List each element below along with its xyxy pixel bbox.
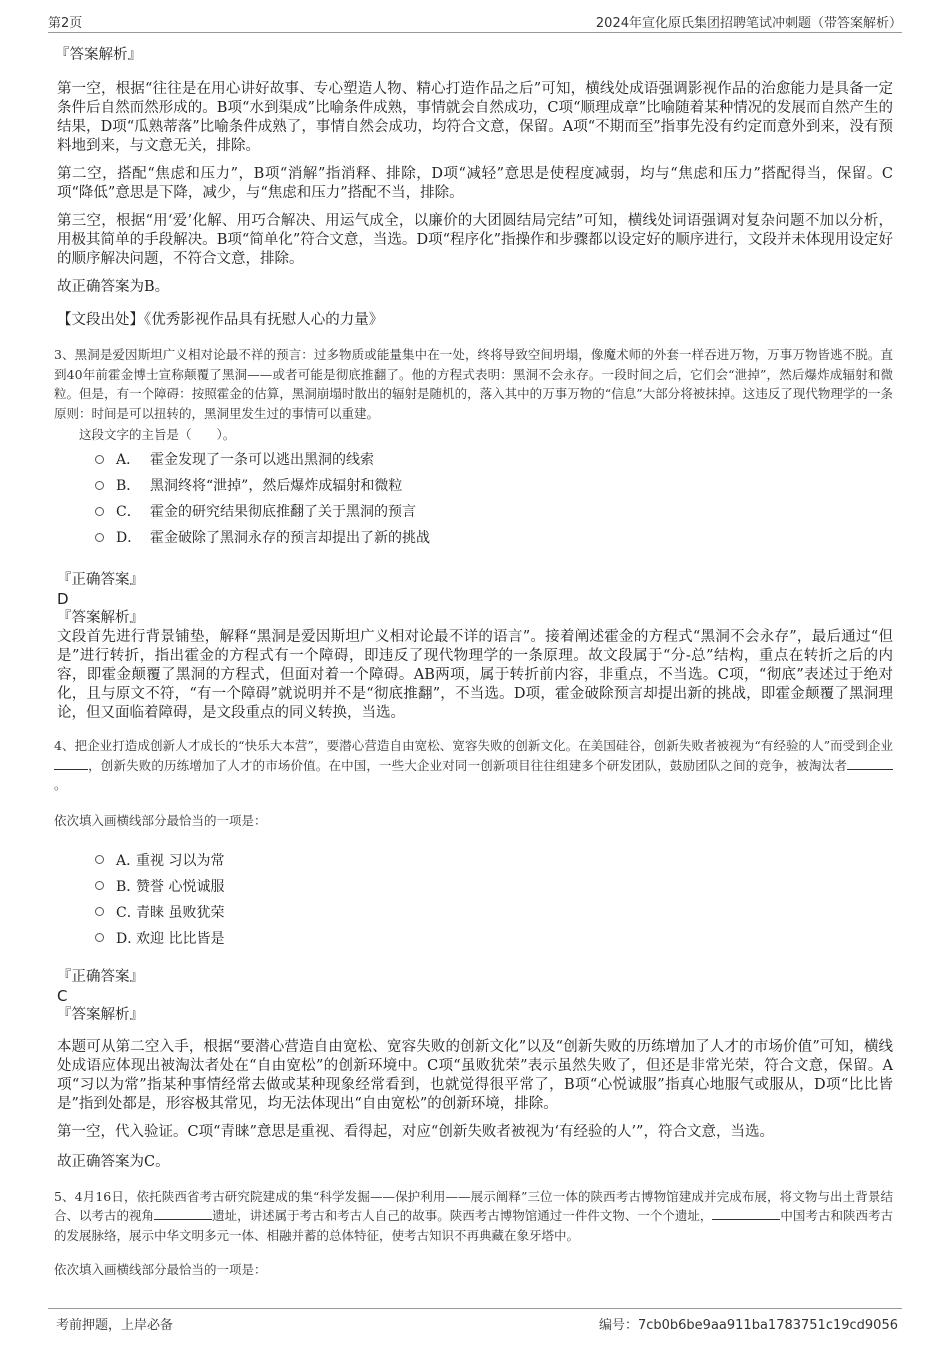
radio-icon[interactable] [95,455,104,464]
radio-icon[interactable] [95,881,104,890]
document-code: 编号：7cb0b6be9aa911ba1783751c19cd9056 [598,1318,898,1333]
option-a[interactable]: A． 霍金发现了一条可以逃出黑洞的线索 [95,446,893,472]
analysis-paragraph: 第一空，代入验证。C项“青睐”意思是重视、看得起，对应“创新失败者被视为‘有经验的人’”，符合文意，当选。 [57,1123,774,1140]
option-c[interactable]: C． 霍金的研究结果彻底推翻了关于黑洞的预言 [95,498,893,524]
analysis-label: 『答案解析』 [57,610,144,626]
correct-answer: D [57,590,69,608]
option-c[interactable]: C． 青睐 虽败犹荣 [95,899,893,925]
question-passage: 4、把企业打造成创新人才成长的“快乐大本营”，要潜心营造自由宽松、宽容失败的创新文化。在美国硅谷，创新失败者被视为“有经验的人”而受到企业，创新失败的历练增加了人才的市场价值。在中国，一些大企业对同一创新项目往往组建多个研发团队，鼓励团队之间的竞争，被淘汰者。 [54,738,893,792]
options-list [95,446,893,550]
analysis-label: 『答案解析』 [55,47,142,63]
options-list [95,847,893,951]
document-title: 2024年宣化原氏集团招聘笔试冲刺题（带答案解析） [595,16,902,31]
radio-icon[interactable] [95,855,104,864]
answer-conclusion: 故正确答案为C。 [57,1153,170,1170]
question-stem: 依次填入画横线部分最恰当的一项是： [54,1262,267,1277]
option-d[interactable]: D． 欢迎 比比皆是 [95,925,893,951]
fill-blank [154,1207,212,1220]
question-stem: 依次填入画横线部分最恰当的一项是： [54,812,267,828]
analysis-paragraph: 本题可从第二空入手，根据“要潜心营造自由宽松、宽容失败的创新文化”以及“创新失败的历练增加了人才的市场价值”可知，横线处成语应体现出被淘汰者处在“自由宽松”的创新环境中。C项“虽败犹荣”表示虽然失败了，但还是非常光荣，符合文意，保留。A项“习以为常”指某种事情经常去做或某种现象经常看到，也就觉得很平常了，B项“心悦诚服”指真心地服气或服从，D项“比比皆是”指到处都是，形容极其常见，均无法体现出“自由宽松”的创新环境，排除。 [57,1038,893,1112]
page-content [54,46,893,1279]
analysis-paragraph: 第三空，根据“用‘爱’化解、用巧合解决、用运气成全，以廉价的大团圆结局完结”可知，横线处词语强调对复杂问题不加以分析，用极其简单的手段解决。B项“简单化”符合文意，当选。D项“程序化”指操作和步骤都以设定好的顺序进行，文段并未体现用设定好的顺序解决问题，不符合文意，排除。 [57,213,893,267]
analysis-label: 『答案解析』 [57,1006,144,1023]
radio-icon[interactable] [95,933,104,942]
radio-icon[interactable] [95,481,104,490]
radio-icon[interactable] [95,507,104,516]
correct-answer: C [57,986,68,1005]
fill-blank [54,757,88,770]
analysis-paragraph: 第一空，根据“往往是在用心讲好故事、专心塑造人物、精心打造作品之后”可知，横线处成语强调影视作品的治愈能力是具备一定条件后自然而然形成的。B项“水到渠成”比喻条件成熟，事情就会自然成功，C项“顺理成章”比喻随着某种情况的发展而自然产生的结果，D项“瓜熟蒂落”比喻条件成熟了，事情自然会成功，均符合文意，保留。A项“不期而至”指事先没有约定而意外到来，没有预料地到来，与文意无关，排除。 [57,81,893,154]
fill-blank [847,757,893,770]
page-footer [48,1308,902,1335]
page-header [48,10,902,33]
question-passage: 3、黑洞是爱因斯坦广义相对论最不祥的预言：过多物质或能量集中在一处，终将导致空间坍塌，像魔术师的外套一样吞进万物，万事万物皆逃不脱。直到40年前霍金博士宣称颠覆了黑洞——或者可能是彻底推翻了。他的方程式表明：黑洞不会永存。一段时间之后，它们会“泄掉”，然后爆炸成辐射和微粒。但是，有一个障碍：按照霍金的估算，黑洞崩塌时散出的辐射是随机的，落入其中的万事万物的“信息”大部分将被抹掉。这违反了现代物理学的一条原则：时间是可以扭转的，黑洞里发生过的事情可以重建。 [54,347,893,421]
radio-icon[interactable] [95,533,104,542]
correct-answer-label: 『正确答案』 [57,572,144,588]
analysis-paragraph: 第二空，搭配“焦虑和压力”，B项“消解”指消释、排除，D项“减轻”意思是使程度减弱，均与“焦虑和压力”搭配得当，保留。C项“降低”意思是下降，减少，与“焦虑和压力”搭配不当，排除。 [57,166,893,201]
option-b[interactable]: B． 黑洞终将“泄掉”，然后爆炸成辐射和微粒 [95,472,893,498]
option-d[interactable]: D． 霍金破除了黑洞永存的预言却提出了新的挑战 [95,524,893,550]
page-number: 第2页 [48,16,83,31]
question-passage: 5、4月16日，依托陕西省考古研究院建成的集“科学发掘——保护利用——展示阐释”三位一体的陕西考古博物馆建成并完成布展，将文物与出土背景结合、以考古的视角 遗址，讲述属于考古和考古人自己的故事。陕西考古博物馆通过一件件文物、一个个遗址， 中国考古和陕西考古的发展脉络，展示中华文明多元一体、相融并蓄的总体特征，使考古知识不再典藏在象牙塔中。 [54,1188,893,1243]
source-citation: 【文段出处】《优秀影视作品具有抚慰人心的力量》 [57,312,384,328]
radio-icon[interactable] [95,907,104,916]
fill-blank [712,1207,780,1220]
option-a[interactable]: A． 重视 习以为常 [95,847,893,873]
correct-answer-label: 『正确答案』 [57,968,144,985]
analysis-paragraph: 文段首先进行背景铺垫，解释“黑洞是爱因斯坦广义相对论最不详的语言”。接着阐述霍金的方程式“黑洞不会永存”，最后通过“但是”进行转折，指出霍金的方程式有一个障碍，即违反了现代物理学的一条原理。故文段属于“分-总”结构，重点在转折之后的内容，即霍金颠覆了黑洞的方程式，但面对着一个障碍。AB两项，属于转折前内容，非重点，不当选。C项，“彻底”表述过于绝对化，且与原文不符，“有一个障碍”就说明并不是“彻底推翻”，不当选。D项，霍金破除预言却提出新的挑战，即霍金颠覆了黑洞理论，但又面临着障碍，是文段重点的同义转换，当选。 [57,629,893,721]
option-b[interactable]: B． 赞誉 心悦诚服 [95,873,893,899]
footer-slogan: 考前押题，上岸必备 [56,1318,174,1333]
question-stem: 这段文字的主旨是（ ）。 [79,427,236,442]
answer-conclusion: 故正确答案为B。 [57,279,170,295]
